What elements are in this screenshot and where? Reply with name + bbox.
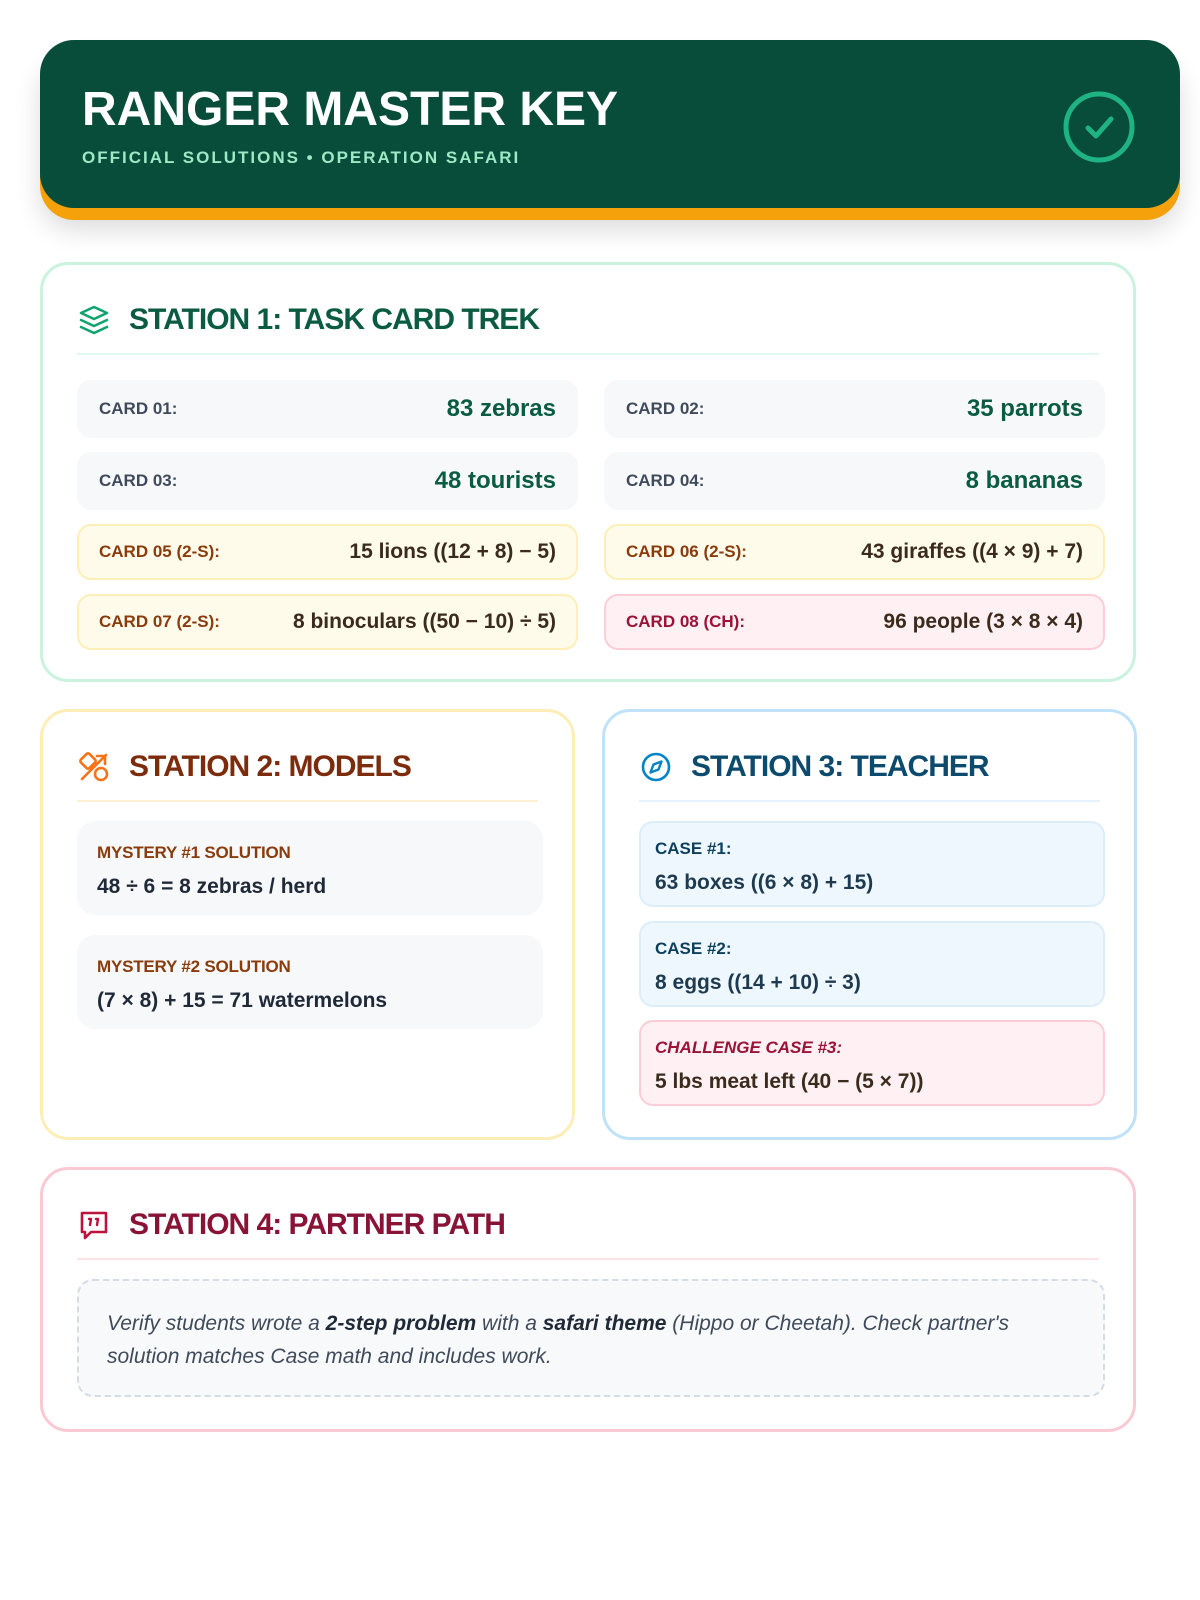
card-label: CARD 08 (CH): xyxy=(626,612,745,631)
answer-card-04 xyxy=(604,452,1105,510)
check-circle-icon xyxy=(1060,88,1138,166)
mystery-1-box xyxy=(77,821,543,915)
page-title: RANGER MASTER KEY xyxy=(82,83,619,136)
case-label: CASE #1: xyxy=(655,839,732,858)
station-4-card xyxy=(40,1167,1136,1432)
card-label: CARD 06 (2-S): xyxy=(626,542,747,561)
card-label: CARD 07 (2-S): xyxy=(99,612,220,631)
card-value: 8 binoculars ((50 − 10) ÷ 5) xyxy=(292,610,556,633)
mystery-value: (7 × 8) + 15 = 71 watermelons xyxy=(97,989,388,1012)
note-text: (Hippo or Cheetah). Check partner's solution matches Case math and includes work. xyxy=(107,1312,1009,1368)
card-label: CARD 02: xyxy=(626,399,705,418)
card-value: 43 giraffes ((4 × 9) + 7) xyxy=(861,540,1083,563)
station-3-title: STATION 3: TEACHER xyxy=(691,750,989,783)
card-value: 83 zebras xyxy=(446,395,556,422)
station-2-card xyxy=(40,709,575,1140)
case-2-box xyxy=(639,921,1105,1007)
header-banner xyxy=(40,40,1180,208)
card-value: 15 lions ((12 + 8) − 5) xyxy=(349,540,556,563)
page-subtitle: OFFICIAL SOLUTIONS • OPERATION SAFARI xyxy=(82,148,521,167)
station-1-header xyxy=(77,301,1099,355)
card-label: CARD 01: xyxy=(99,399,178,418)
note-text: Verify students wrote a xyxy=(107,1312,326,1335)
partner-path-note xyxy=(77,1279,1105,1397)
card-label: CARD 04: xyxy=(626,471,705,490)
answer-card-03 xyxy=(77,452,578,510)
layers-icon xyxy=(77,303,111,337)
answer-card-05 xyxy=(77,524,578,580)
answer-card-01 xyxy=(77,380,578,438)
answer-card-07 xyxy=(77,594,578,650)
case-value: 5 lbs meat left (40 − (5 × 7)) xyxy=(655,1070,924,1093)
station-2-header xyxy=(77,748,538,802)
note-emphasis: safari theme xyxy=(542,1312,667,1335)
station-2-title: STATION 2: MODELS xyxy=(129,750,411,783)
card-value: 48 tourists xyxy=(434,467,556,494)
case-1-box xyxy=(639,821,1105,907)
station-3-card xyxy=(602,709,1137,1140)
mystery-label: MYSTERY #1 SOLUTION xyxy=(97,843,291,862)
card-label: CARD 03: xyxy=(99,471,178,490)
challenge-case-box xyxy=(639,1020,1105,1106)
station-4-header xyxy=(77,1206,1099,1260)
shapes-icon xyxy=(77,750,111,784)
card-value: 8 bananas xyxy=(965,467,1083,494)
case-label: CASE #2: xyxy=(655,939,732,958)
note-text: with a xyxy=(476,1312,543,1335)
compass-icon xyxy=(639,750,673,784)
message-quote-icon xyxy=(77,1208,111,1242)
answer-card-06 xyxy=(604,524,1105,580)
task-card-grid xyxy=(77,380,1105,650)
card-value: 96 people (3 × 8 × 4) xyxy=(883,610,1083,633)
answer-card-02 xyxy=(604,380,1105,438)
mystery-label: MYSTERY #2 SOLUTION xyxy=(97,957,291,976)
station-1-card xyxy=(40,262,1136,682)
card-value: 35 parrots xyxy=(966,395,1083,422)
note-emphasis: 2-step problem xyxy=(325,1312,477,1335)
mystery-value: 48 ÷ 6 = 8 zebras / herd xyxy=(97,875,327,898)
station-3-header xyxy=(639,748,1100,802)
case-value: 63 boxes ((6 × 8) + 15) xyxy=(655,871,874,894)
mystery-2-box xyxy=(77,935,543,1029)
station-4-title: STATION 4: PARTNER PATH xyxy=(129,1208,505,1241)
station-1-title: STATION 1: TASK CARD TREK xyxy=(129,303,539,336)
case-value: 8 eggs ((14 + 10) ÷ 3) xyxy=(655,971,861,994)
card-label: CARD 05 (2-S): xyxy=(99,542,220,561)
case-label: CHALLENGE CASE #3: xyxy=(655,1038,843,1057)
answer-card-08 xyxy=(604,594,1105,650)
